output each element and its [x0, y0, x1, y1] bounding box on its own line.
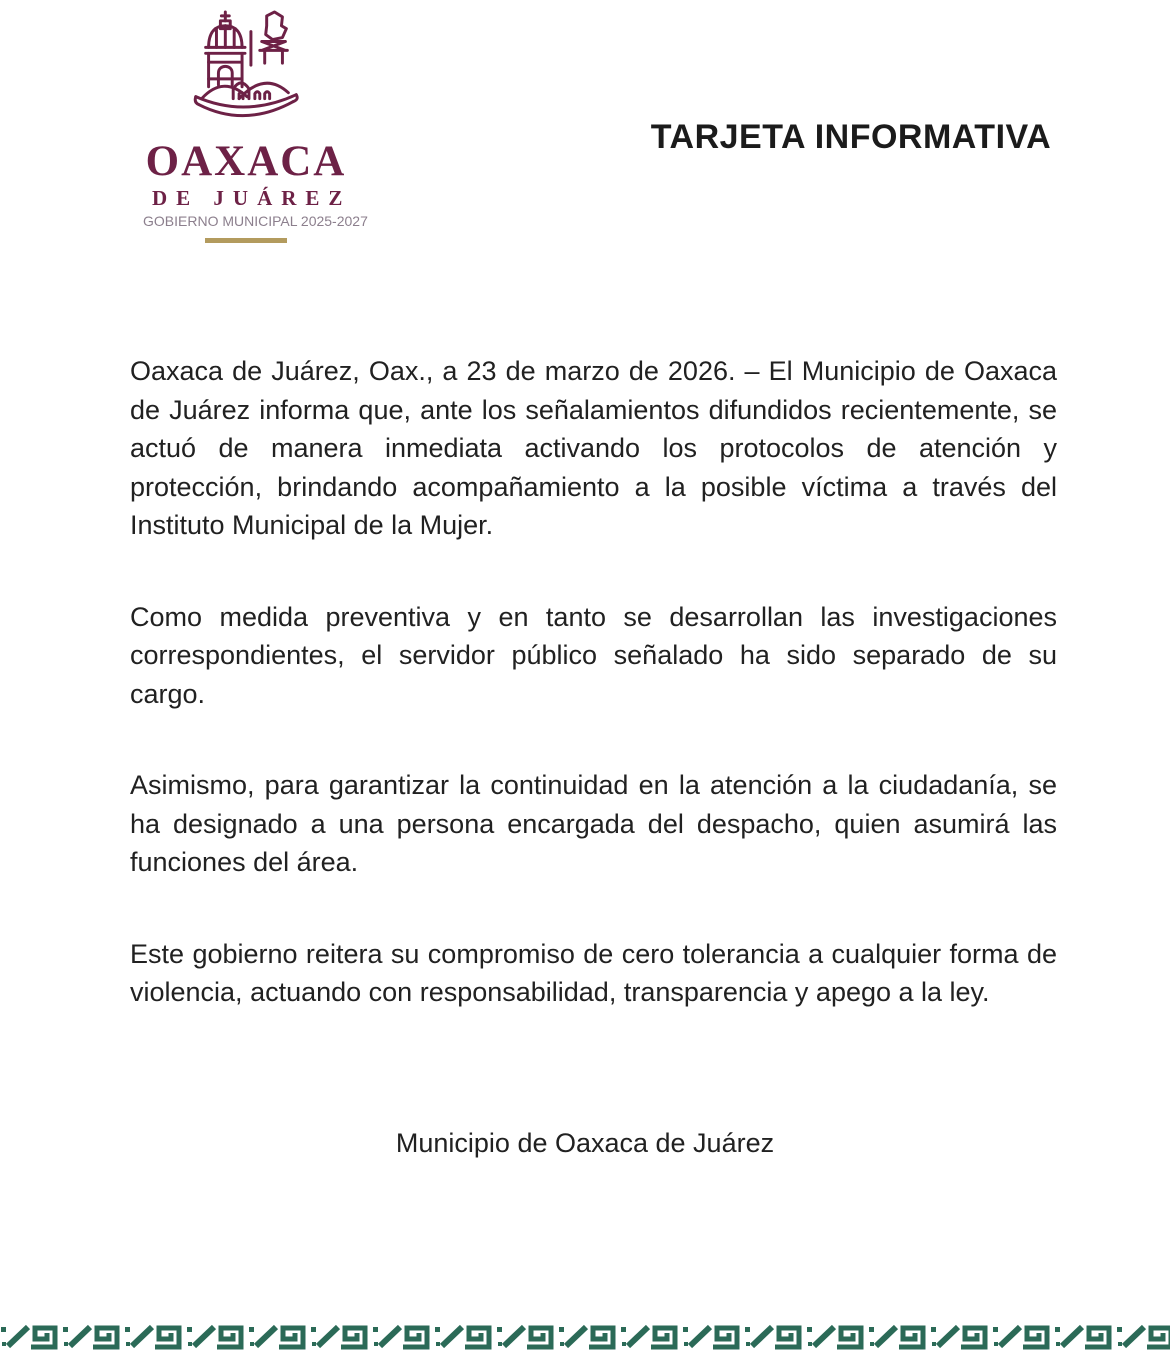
oaxaca-city-emblem-icon — [182, 8, 310, 138]
logo-caption: GOBIERNO MUNICIPAL 2025-2027 — [143, 213, 368, 230]
paragraph-2: Como medida preventiva y en tanto se desarrollan las investigaciones correspondientes, el servidor público señalado ha sido separado de su cargo. — [130, 601, 1057, 709]
signature-line: Municipio de Oaxaca de Juárez — [395, 1128, 775, 1158]
logo-wordmark: OAXACA — [145, 138, 347, 185]
paragraph-1: Oaxaca de Juárez, Oax., a 23 de marzo de 2026. – El Municipio de Oaxaca de Juárez informa que, ante los señalamientos difundidos recientemente, se actuó de manera inmediata activando los protocolos de atención y protección, brindando acompañamiento a la posible víctima a través del Instituto Municipal de la Mujer. — [130, 356, 1057, 540]
paragraph-4: Este gobierno reitera su compromiso de cero tolerancia a cualquier forma de violencia, actuando con responsabilidad, transparencia y apego a la ley. — [130, 938, 1057, 1007]
paragraph-3: Asimismo, para garantizar la continuidad en la atención a la ciudadanía, se ha designado a una persona encargada del despacho, quien asumirá las funciones del área. — [130, 770, 1057, 877]
logo-subtitle: DE JUÁREZ — [152, 186, 352, 210]
decorative-greca-border — [0, 1324, 1170, 1351]
logo-block — [143, 8, 368, 243]
document-body — [130, 352, 1057, 1065]
page-title: TARJETA INFORMATIVA — [650, 118, 1052, 156]
gold-divider — [205, 238, 287, 243]
